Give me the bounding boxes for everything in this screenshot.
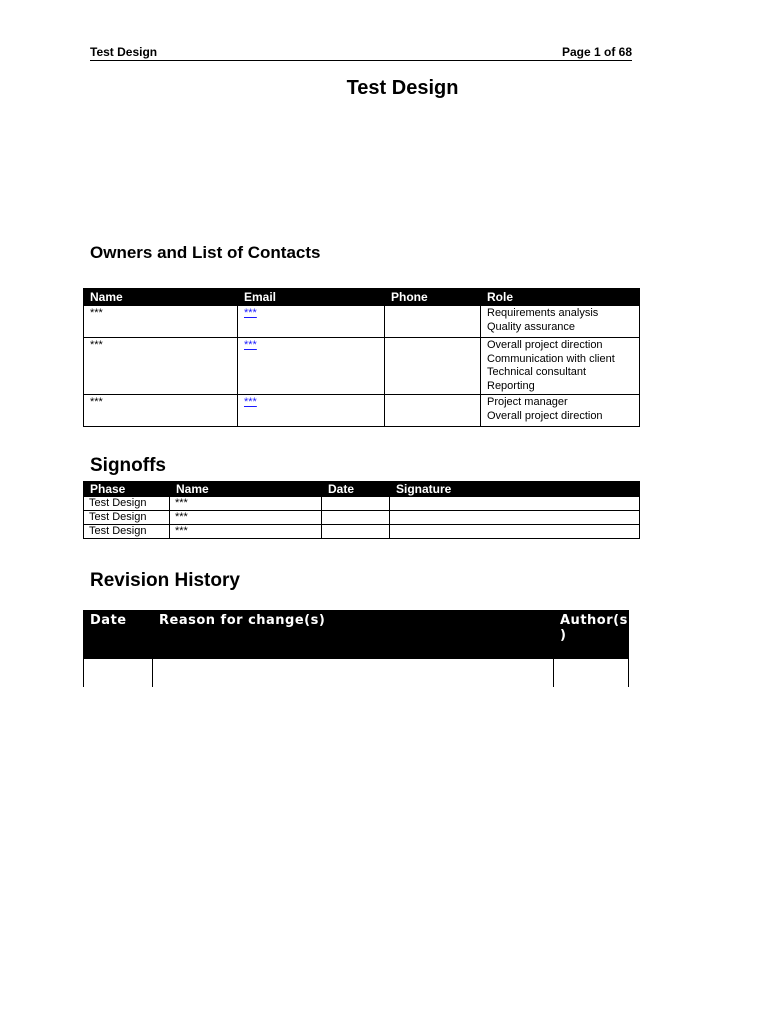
contact-row	[84, 395, 640, 427]
revision-header-row	[84, 611, 629, 659]
contact-email-cell	[238, 338, 385, 395]
signoff-row	[84, 511, 640, 525]
signoff-name: ***	[170, 525, 322, 539]
contacts-col-role: Role	[481, 289, 640, 306]
signoffs-col-name: Name	[170, 482, 322, 497]
contact-email-cell	[238, 395, 385, 427]
contact-role	[481, 338, 640, 395]
signoff-phase: Test Design	[84, 497, 170, 511]
signoff-date	[322, 511, 390, 525]
revision-row	[84, 659, 629, 687]
signoff-row	[84, 497, 640, 511]
role-line: Requirements analysis	[487, 307, 599, 319]
contacts-heading: Owners and List of Contacts	[90, 243, 321, 262]
revision-col-author: Author(s )	[554, 611, 629, 659]
contacts-table	[83, 288, 640, 427]
revision-date	[84, 659, 153, 687]
signoff-name: ***	[170, 497, 322, 511]
role-line: Overall project direction	[487, 339, 603, 351]
contact-phone	[385, 395, 481, 427]
contacts-col-phone: Phone	[385, 289, 481, 306]
role-line: Quality assurance	[487, 320, 576, 333]
role-line: Reporting	[487, 379, 535, 392]
role-line: Communication with client	[487, 352, 615, 365]
contacts-header-row	[84, 289, 640, 306]
revision-table	[83, 610, 629, 687]
contact-email-link[interactable]: ***	[244, 307, 257, 319]
contact-role	[481, 306, 640, 338]
contact-email-link[interactable]: ***	[244, 396, 257, 408]
signoff-name: ***	[170, 511, 322, 525]
signoffs-header-row	[84, 482, 640, 497]
signoff-date	[322, 525, 390, 539]
signoff-phase: Test Design	[84, 511, 170, 525]
header-doc-title: Test Design	[90, 45, 158, 59]
page-header	[90, 45, 632, 61]
revision-col-reason: Reason for change(s)	[153, 611, 554, 659]
signoff-phase: Test Design	[84, 525, 170, 539]
contact-name: ***	[84, 306, 238, 338]
signoff-signature	[390, 511, 640, 525]
contact-email-cell	[238, 306, 385, 338]
signoffs-table	[83, 481, 640, 539]
signoff-signature	[390, 497, 640, 511]
contact-name: ***	[84, 395, 238, 427]
signoff-row	[84, 525, 640, 539]
contact-row	[84, 338, 640, 395]
contacts-col-email: Email	[238, 289, 385, 306]
contact-email-link[interactable]: ***	[244, 339, 257, 351]
revision-heading: Revision History	[90, 570, 240, 591]
contact-role	[481, 395, 640, 427]
signoff-signature	[390, 525, 640, 539]
signoff-date	[322, 497, 390, 511]
contact-row	[84, 306, 640, 338]
document-title: Test Design	[346, 77, 459, 99]
contact-name: ***	[84, 338, 238, 395]
signoffs-col-signature: Signature	[390, 482, 640, 497]
role-line: Project manager	[487, 396, 568, 408]
signoffs-heading: Signoffs	[90, 455, 166, 476]
revision-reason	[153, 659, 554, 687]
revision-col-date: Date	[84, 611, 153, 659]
revision-author	[554, 659, 629, 687]
contacts-col-name: Name	[84, 289, 238, 306]
signoffs-col-date: Date	[322, 482, 390, 497]
contact-phone	[385, 306, 481, 338]
contact-phone	[385, 338, 481, 395]
role-line: Overall project direction	[487, 409, 603, 422]
header-page-number: Page 1 of 68	[561, 45, 632, 59]
signoffs-col-phase: Phase	[84, 482, 170, 497]
role-line: Technical consultant	[487, 366, 587, 378]
